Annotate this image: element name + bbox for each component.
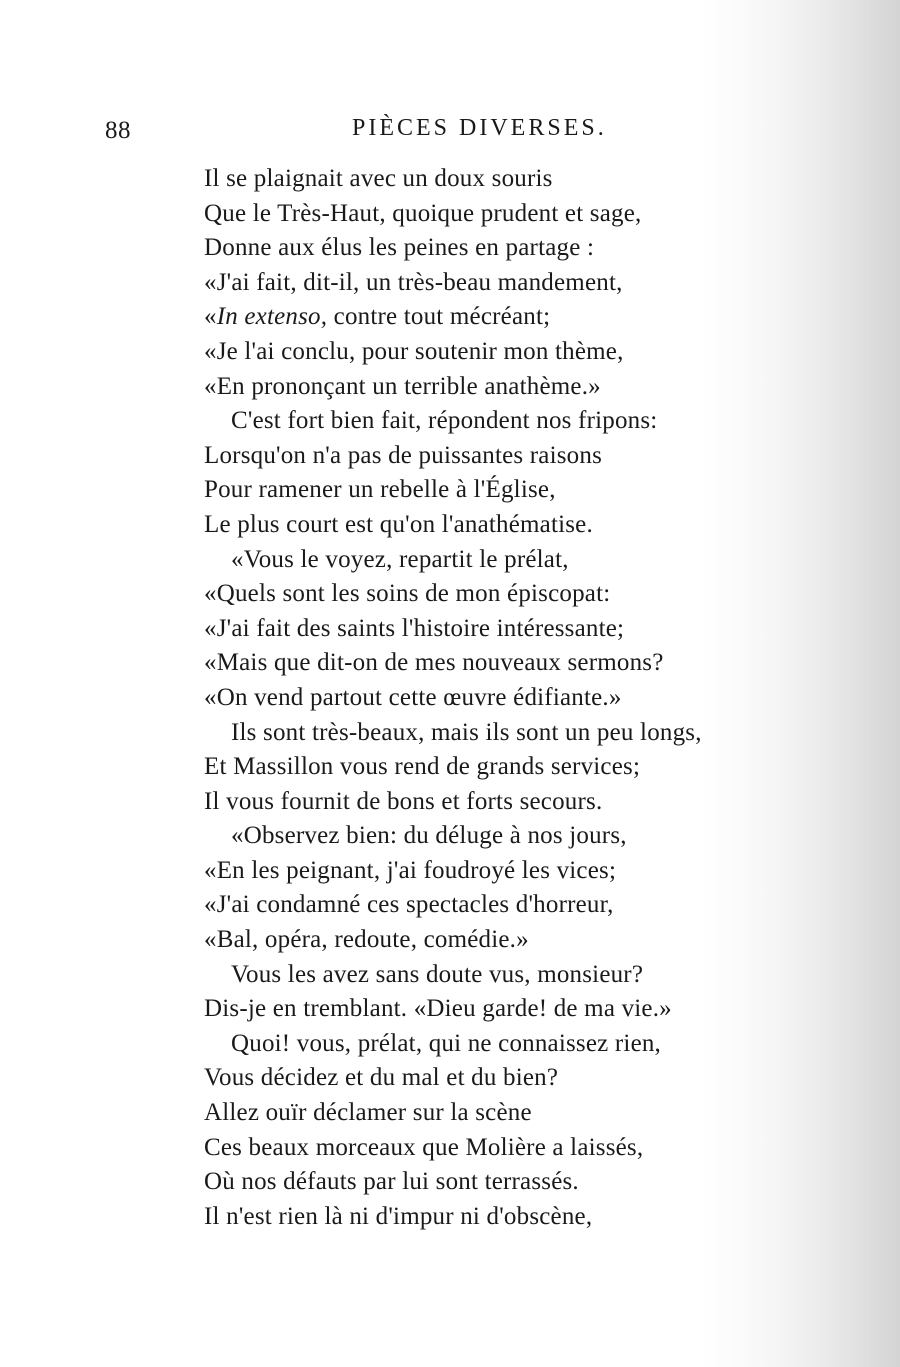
poem-line: Ils sont très-beaux, mais ils sont un peu longs,	[231, 718, 702, 746]
poem-line: «Je l'ai conclu, pour soutenir mon thème,	[204, 337, 624, 365]
poem-line: Pour ramener un rebelle à l'Église,	[204, 476, 556, 504]
poem-line: «Quels sont les soins de mon épiscopat:	[204, 580, 611, 608]
poem-line: «J'ai fait des saints l'histoire intéressante;	[204, 614, 625, 642]
poem-line: Vous les avez sans doute vus, monsieur?	[231, 960, 644, 988]
page-number: 88	[105, 117, 131, 144]
poem-line: «Bal, opéra, redoute, comédie.»	[204, 926, 529, 954]
poem-line: Vous décidez et du mal et du bien?	[204, 1064, 559, 1092]
poem-line: «On vend partout cette œuvre édifiante.»	[204, 683, 622, 711]
poem-line: «J'ai fait, dit-il, un très-beau mandement,	[204, 268, 623, 296]
poem-line: Lorsqu'on n'a pas de puissantes raisons	[204, 441, 602, 469]
poem-line: Ces beaux morceaux que Molière a laissés,	[204, 1133, 644, 1161]
poem-line: Et Massillon vous rend de grands services;	[204, 753, 641, 781]
poem-line: «En les peignant, j'ai foudroyé les vices;	[204, 856, 617, 884]
poem-line: «Vous le voyez, repartit le prélat,	[231, 545, 569, 573]
poem-line-prefix: «	[204, 303, 217, 331]
poem-line: Que le Très-Haut, quoique prudent et sage,	[204, 199, 642, 227]
poem-line: Il n'est rien là ni d'impur ni d'obscène,	[204, 1202, 593, 1230]
poem-line: C'est fort bien fait, répondent nos fripons:	[231, 407, 658, 435]
poem-line: Quoi! vous, prélat, qui ne connaissez rien,	[231, 1029, 662, 1057]
poem-line-text: contre tout mécréant;	[327, 303, 551, 331]
poem-line: Il vous fournit de bons et forts secours.	[204, 787, 603, 815]
poem-line: «Observez bien: du déluge à nos jours,	[231, 822, 627, 850]
running-title: PIÈCES DIVERSES.	[352, 115, 607, 141]
poem-line: Où nos défauts par lui sont terrassés.	[204, 1168, 579, 1196]
poem-line: Dis-je en tremblant. «Dieu garde! de ma vie.»	[204, 995, 672, 1023]
poem-line: «En prononçant un terrible anathème.»	[204, 372, 601, 400]
poem-line: Le plus court est qu'on l'anathématise.	[204, 510, 593, 538]
poem-body	[204, 162, 824, 1234]
poem-line: Donne aux élus les peines en partage :	[204, 234, 595, 262]
poem-line: Allez ouïr déclamer sur la scène	[204, 1099, 532, 1127]
poem-line-italic: In extenso,	[216, 303, 328, 331]
poem-line: «Mais que dit-on de mes nouveaux sermons?	[204, 649, 664, 677]
poem-line	[204, 300, 824, 335]
poem-line: Il se plaignait avec un doux souris	[204, 165, 553, 192]
poem-line: «J'ai condamné ces spectacles d'horreur,	[204, 891, 614, 919]
